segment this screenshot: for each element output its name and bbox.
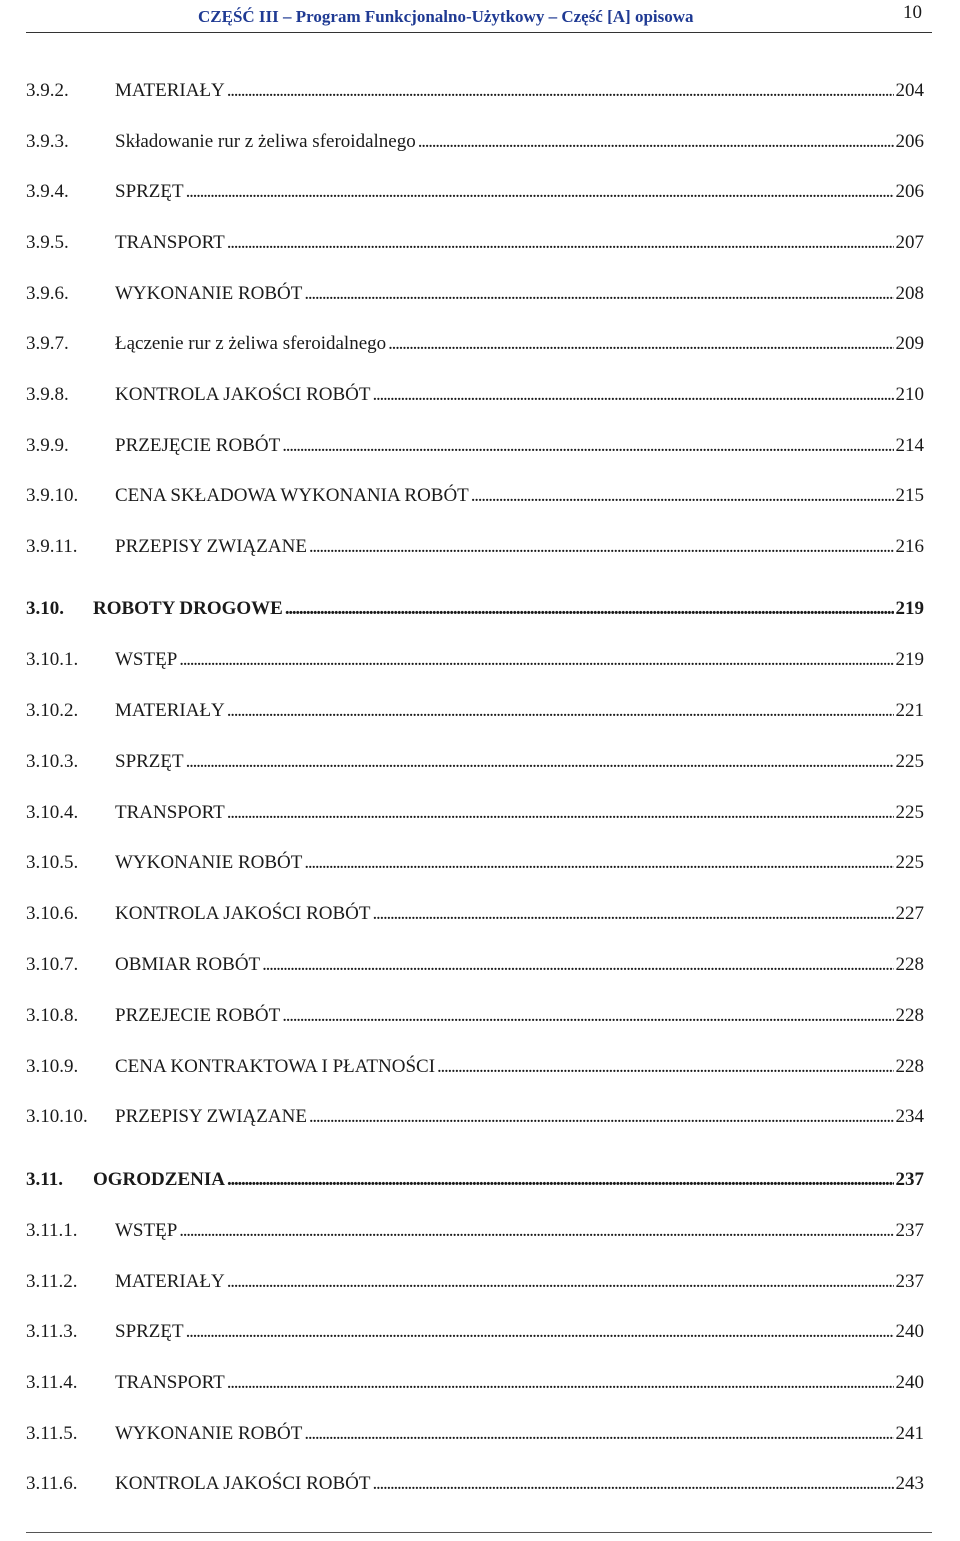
dot-leader bbox=[227, 230, 894, 256]
toc-entry[interactable] bbox=[26, 800, 924, 826]
toc-entry-title: WYKONANIE ROBÓT bbox=[115, 283, 303, 304]
dot-leader bbox=[285, 596, 894, 622]
dot-leader bbox=[227, 1269, 894, 1295]
toc-entry-number: 3.9.7. bbox=[26, 333, 69, 354]
toc-entry-number: 3.9.8. bbox=[26, 384, 69, 405]
toc-entry-title: WYKONANIE ROBÓT bbox=[115, 852, 303, 873]
dot-leader bbox=[282, 433, 893, 459]
toc-entry-title: MATERIAŁY bbox=[115, 80, 225, 101]
dot-leader bbox=[186, 749, 894, 775]
toc-entry[interactable] bbox=[26, 1054, 924, 1080]
toc-entry-number: 3.9.9. bbox=[26, 435, 69, 456]
toc-entry-page: 207 bbox=[895, 232, 924, 253]
toc-entry-title: OBMIAR ROBÓT bbox=[115, 954, 261, 975]
toc-entry[interactable] bbox=[26, 179, 924, 205]
toc-entry-title: SPRZĘT bbox=[115, 751, 184, 772]
toc-entry-page: 206 bbox=[895, 181, 924, 202]
toc-entry-page: 240 bbox=[895, 1372, 924, 1393]
toc-entry-number: 3.10.9. bbox=[26, 1056, 79, 1077]
page-header bbox=[26, 0, 932, 33]
toc-entry[interactable] bbox=[26, 1471, 924, 1497]
toc-section-entry[interactable] bbox=[26, 596, 924, 622]
toc-entry-page: 209 bbox=[895, 333, 924, 354]
toc-entry-number: 3.10. bbox=[26, 598, 64, 619]
toc-entry-number: 3.10.1. bbox=[26, 649, 79, 670]
toc-entry-title: PRZEJECIE ROBÓT bbox=[115, 1005, 281, 1026]
toc-entry-page: 237 bbox=[895, 1271, 924, 1292]
toc-entry-title: Łączenie rur z żeliwa sferoidalnego bbox=[115, 333, 387, 354]
toc-entry[interactable] bbox=[26, 1104, 924, 1130]
toc-entry-number: 3.10.3. bbox=[26, 751, 79, 772]
toc-entry-page: 225 bbox=[895, 802, 924, 823]
toc-entry-page: 243 bbox=[895, 1473, 924, 1494]
toc-entry-page: 228 bbox=[895, 954, 924, 975]
dot-leader bbox=[179, 647, 893, 673]
toc-entry-page: 214 bbox=[895, 435, 924, 456]
toc-entry-number: 3.10.4. bbox=[26, 802, 79, 823]
toc-entry-number: 3.11.6. bbox=[26, 1473, 78, 1494]
toc-entry-page: 237 bbox=[895, 1220, 924, 1241]
toc-entry[interactable] bbox=[26, 1003, 924, 1029]
page-number: 10 bbox=[903, 2, 922, 23]
toc-entry-number: 3.11.1. bbox=[26, 1220, 78, 1241]
toc-entry-title: MATERIAŁY bbox=[115, 700, 225, 721]
toc-entry-page: 241 bbox=[895, 1423, 924, 1444]
toc-entry-number: 3.9.6. bbox=[26, 283, 69, 304]
toc-entry-page: 210 bbox=[895, 384, 924, 405]
toc-entry[interactable] bbox=[26, 1218, 924, 1244]
dot-leader bbox=[262, 952, 893, 978]
toc-entry[interactable] bbox=[26, 749, 924, 775]
dot-leader bbox=[372, 382, 893, 408]
toc-entry-page: 221 bbox=[895, 700, 924, 721]
toc-entry[interactable] bbox=[26, 331, 924, 357]
toc-entry-title: PRZEJĘCIE ROBÓT bbox=[115, 435, 281, 456]
toc-entry-number: 3.9.11. bbox=[26, 536, 78, 557]
toc-entry-page: 215 bbox=[895, 485, 924, 506]
toc-entry-page: 204 bbox=[895, 80, 924, 101]
dot-leader bbox=[186, 179, 894, 205]
toc-entry-title: TRANSPORT bbox=[115, 1372, 225, 1393]
toc-entry-title: PRZEPISY ZWIĄZANE bbox=[115, 1106, 307, 1127]
dot-leader bbox=[372, 901, 893, 927]
toc-entry-title: WSTĘP bbox=[115, 1220, 178, 1241]
toc-entry-page: 227 bbox=[895, 903, 924, 924]
toc-entry-page: 206 bbox=[895, 131, 924, 152]
toc-entry[interactable] bbox=[26, 1421, 924, 1447]
toc-entry-number: 3.9.3. bbox=[26, 131, 69, 152]
dot-leader bbox=[186, 1319, 894, 1345]
toc-entry-page: 234 bbox=[895, 1106, 924, 1127]
toc-entry-title: TRANSPORT bbox=[115, 802, 225, 823]
toc-entry-number: 3.9.4. bbox=[26, 181, 69, 202]
toc-entry-number: 3.10.2. bbox=[26, 700, 79, 721]
toc-entry-title: WYKONANIE ROBÓT bbox=[115, 1423, 303, 1444]
toc-entry-page: 240 bbox=[895, 1321, 924, 1342]
toc-entry-page: 237 bbox=[895, 1169, 924, 1190]
toc-entry-title: PRZEPISY ZWIĄZANE bbox=[115, 536, 307, 557]
toc-entry-title: SPRZĘT bbox=[115, 1321, 184, 1342]
toc-entry-title: SPRZĘT bbox=[115, 181, 184, 202]
dot-leader bbox=[304, 1421, 893, 1447]
toc-entry-title: CENA KONTRAKTOWA I PŁATNOŚCI bbox=[115, 1056, 436, 1077]
toc-entry[interactable] bbox=[26, 230, 924, 256]
dot-leader bbox=[418, 129, 894, 155]
toc-entry[interactable] bbox=[26, 901, 924, 927]
toc-entry-page: 225 bbox=[895, 852, 924, 873]
toc-entry[interactable] bbox=[26, 1269, 924, 1295]
toc-entry-title: MATERIAŁY bbox=[115, 1271, 225, 1292]
toc-entry-title: KONTROLA JAKOŚCI ROBÓT bbox=[115, 903, 371, 924]
dot-leader bbox=[372, 1471, 893, 1497]
toc-entry-page: 228 bbox=[895, 1005, 924, 1026]
dot-leader bbox=[282, 1003, 893, 1029]
toc-entry[interactable] bbox=[26, 433, 924, 459]
toc-entry[interactable] bbox=[26, 534, 924, 560]
toc-entry-page: 219 bbox=[895, 649, 924, 670]
toc-entry-title: CENA SKŁADOWA WYKONANIA ROBÓT bbox=[115, 485, 469, 506]
dot-leader bbox=[471, 483, 894, 509]
dot-leader bbox=[227, 1370, 894, 1396]
dot-leader bbox=[227, 800, 894, 826]
toc-entry-title: ROBOTY DROGOWE bbox=[93, 598, 283, 619]
dot-leader bbox=[179, 1218, 893, 1244]
toc-entry-title: OGRODZENIA bbox=[93, 1169, 225, 1190]
toc-entry-number: 3.9.2. bbox=[26, 80, 69, 101]
toc-entry-title: TRANSPORT bbox=[115, 232, 225, 253]
dot-leader bbox=[388, 331, 893, 357]
toc-entry-number: 3.11.4. bbox=[26, 1372, 78, 1393]
toc-entry[interactable] bbox=[26, 382, 924, 408]
toc-section-entry[interactable] bbox=[26, 1167, 924, 1193]
toc-entry-number: 3.11. bbox=[26, 1169, 63, 1190]
toc-entry-number: 3.10.6. bbox=[26, 903, 79, 924]
toc-entry-number: 3.11.5. bbox=[26, 1423, 78, 1444]
bottom-divider bbox=[26, 1532, 932, 1533]
toc-entry[interactable] bbox=[26, 952, 924, 978]
dot-leader bbox=[309, 534, 894, 560]
dot-leader bbox=[437, 1054, 893, 1080]
toc-entry-number: 3.9.5. bbox=[26, 232, 69, 253]
dot-leader bbox=[227, 698, 894, 724]
toc-entry[interactable] bbox=[26, 281, 924, 307]
toc-entry[interactable] bbox=[26, 1319, 924, 1345]
toc-entry[interactable] bbox=[26, 129, 924, 155]
toc-entry[interactable] bbox=[26, 1370, 924, 1396]
toc-entry-number: 3.10.8. bbox=[26, 1005, 79, 1026]
dot-leader bbox=[227, 1167, 894, 1193]
dot-leader bbox=[304, 281, 893, 307]
toc-entry-title: KONTROLA JAKOŚCI ROBÓT bbox=[115, 384, 371, 405]
toc-entry[interactable] bbox=[26, 483, 924, 509]
toc-entry-title: WSTĘP bbox=[115, 649, 178, 670]
toc-entry-page: 225 bbox=[895, 751, 924, 772]
toc-entry[interactable] bbox=[26, 698, 924, 724]
toc-entry-page: 219 bbox=[895, 598, 924, 619]
toc-entry-number: 3.10.10. bbox=[26, 1106, 88, 1127]
toc-entry-number: 3.9.10. bbox=[26, 485, 79, 506]
toc-entry-page: 216 bbox=[895, 536, 924, 557]
dot-leader bbox=[227, 78, 894, 104]
toc-entry-page: 208 bbox=[895, 283, 924, 304]
toc-entry[interactable] bbox=[26, 647, 924, 673]
document-title: CZĘŚĆ III – Program Funkcjonalno-Użytkowy – Część [A] opisowa bbox=[198, 7, 694, 26]
toc-entry-page: 228 bbox=[895, 1056, 924, 1077]
toc-entry[interactable] bbox=[26, 78, 924, 104]
toc-entry-title: Składowanie rur z żeliwa sferoidalnego bbox=[115, 131, 416, 152]
toc-entry-number: 3.11.3. bbox=[26, 1321, 78, 1342]
toc-entry[interactable] bbox=[26, 850, 924, 876]
toc-entry-number: 3.10.5. bbox=[26, 852, 79, 873]
toc-entry-title: KONTROLA JAKOŚCI ROBÓT bbox=[115, 1473, 371, 1494]
dot-leader bbox=[304, 850, 893, 876]
toc-entry-number: 3.11.2. bbox=[26, 1271, 78, 1292]
dot-leader bbox=[309, 1104, 894, 1130]
toc-entry-number: 3.10.7. bbox=[26, 954, 79, 975]
